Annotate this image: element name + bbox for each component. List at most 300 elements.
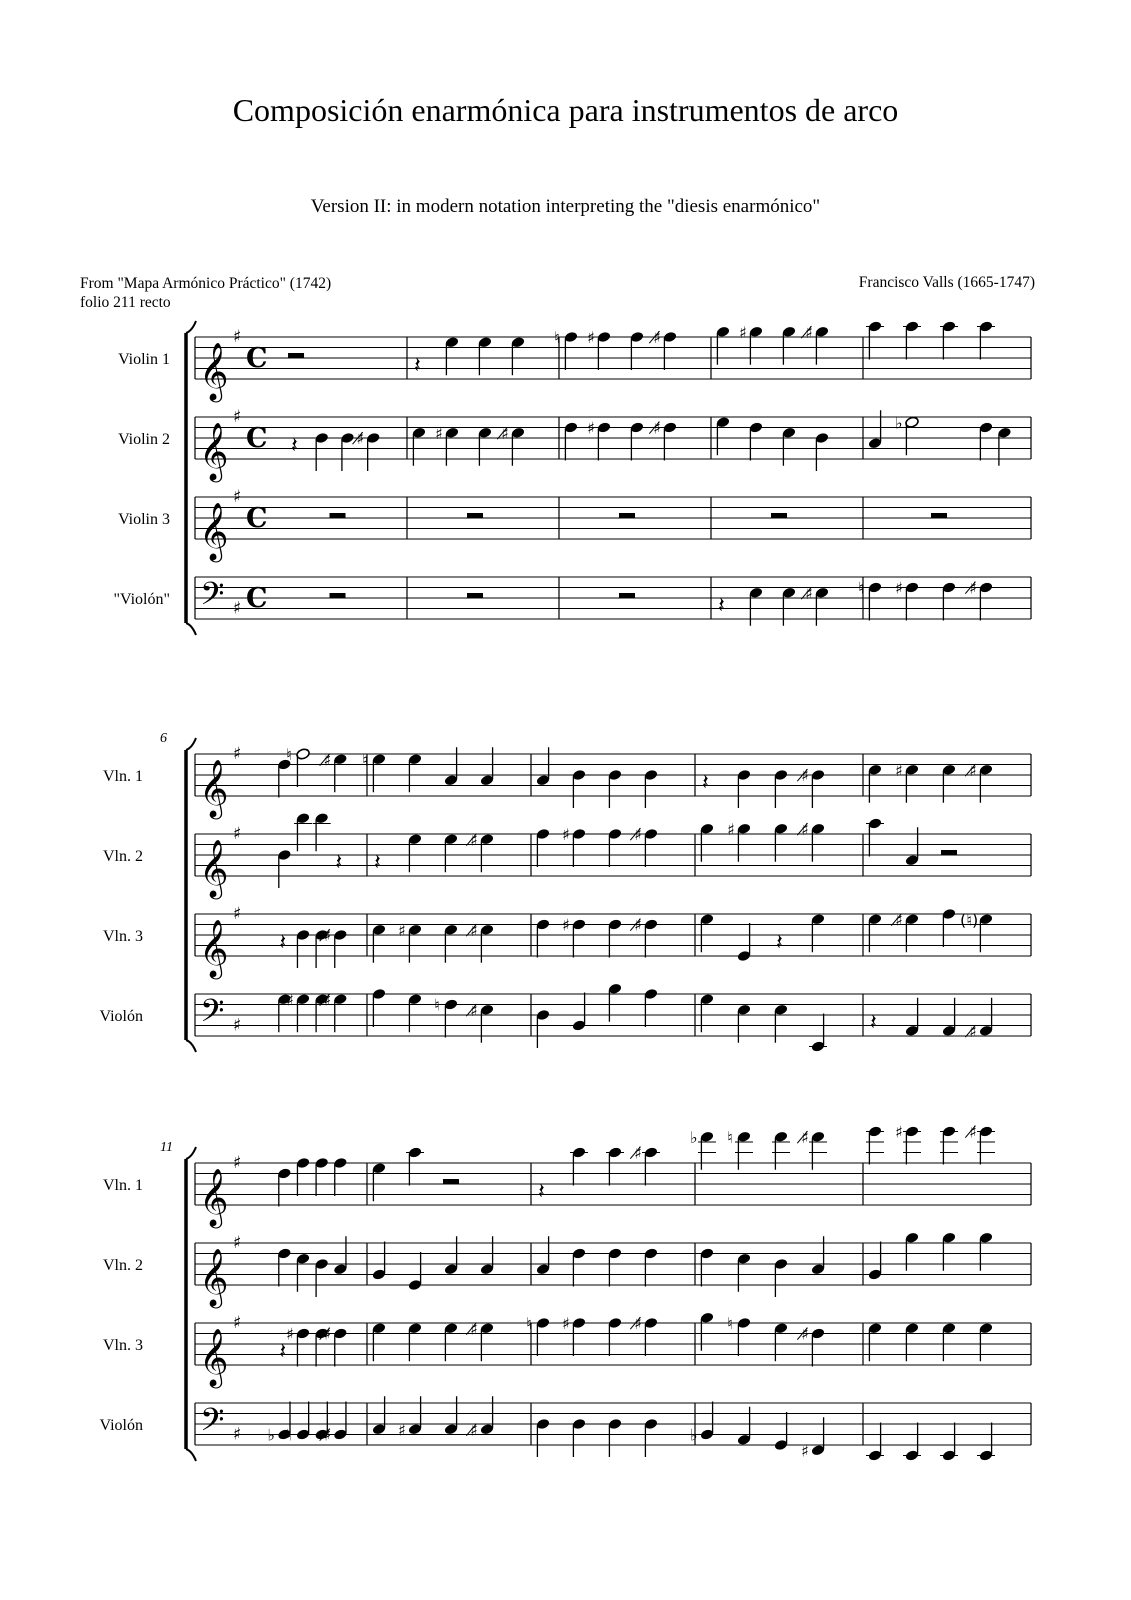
note (942, 908, 957, 947)
key-signature-sharp-icon: ♯ (233, 1313, 242, 1333)
accidental-icon: ♯̸ (323, 1324, 332, 1344)
note (809, 1014, 827, 1053)
note (979, 1231, 994, 1270)
treble-clef-icon: 𝄞 (199, 422, 229, 480)
note (536, 918, 551, 957)
note (408, 1322, 423, 1361)
note (319, 1402, 348, 1445)
quarter-rest: 𝄽 (414, 353, 421, 379)
common-time-icon: C (246, 503, 268, 534)
accidental-icon: ♯̸ (895, 910, 903, 930)
note (630, 1144, 660, 1186)
system-3 (100, 1123, 1031, 1462)
accidental-icon: ♯ (801, 1441, 809, 1461)
accidental-icon: ♯̸ (805, 583, 813, 603)
note (940, 1125, 958, 1164)
quarter-rest: 𝄽 (718, 593, 725, 619)
accidental-icon: ♯̸ (634, 1314, 642, 1333)
accidental-icon: ♭ (895, 413, 903, 433)
source-line-1: From "Mapa Armónico Práctico" (1742) (80, 275, 332, 292)
note (408, 1252, 423, 1291)
accidental-icon: ♯ (739, 322, 747, 342)
composer: Francisco Valls (1665-1747) (858, 274, 1035, 291)
note (649, 419, 678, 461)
note (700, 1247, 715, 1286)
note (408, 833, 423, 872)
note (572, 993, 587, 1032)
measure-number: 11 (160, 1140, 173, 1155)
instrument-label: Vln. 3 (103, 928, 143, 945)
note (630, 1314, 659, 1356)
common-time-icon: C (246, 583, 268, 614)
accidental-icon: ♯ (562, 1314, 570, 1333)
note (942, 581, 957, 620)
accidental-icon: ♯̸ (470, 1319, 478, 1339)
accidental-icon: ♮ (858, 578, 864, 598)
instrument-label: "Violón" (113, 591, 170, 608)
accidental-icon: ♯ (286, 990, 294, 1010)
note (536, 1009, 551, 1048)
note (277, 849, 292, 888)
accidental-icon: ♯̸ (969, 578, 977, 598)
accidental-icon: ♯ (435, 423, 443, 443)
quarter-rest: 𝄽 (291, 433, 298, 459)
note (444, 1322, 459, 1361)
note (749, 421, 764, 460)
whole-rest (619, 513, 635, 518)
accidental-icon: ♯̸ (323, 990, 332, 1010)
instrument-label: Vln. 2 (103, 848, 143, 865)
accidental-icon: ♯ (398, 920, 406, 940)
accidental-icon: ♯̸ (470, 1420, 478, 1440)
note (608, 1317, 623, 1356)
note (434, 996, 458, 1038)
note (340, 432, 355, 471)
quarter-rest: 𝄽 (279, 1339, 287, 1365)
note (606, 1146, 624, 1185)
bracket-hook-top (186, 738, 196, 750)
note (608, 1418, 623, 1457)
accidental-icon: ♯ (895, 760, 903, 780)
treble-clef-icon: 𝄞 (199, 1168, 229, 1226)
accidental-icon: ♯ (562, 825, 570, 844)
note (554, 328, 578, 370)
staff (103, 812, 1031, 900)
note (296, 929, 311, 968)
bass-clef-icon: 𝄢 (200, 1401, 225, 1446)
staff (103, 1123, 1031, 1230)
note (314, 1258, 329, 1297)
treble-clef-icon: 𝄞 (199, 1328, 229, 1386)
note (313, 812, 331, 851)
accidental-icon: ♯ (727, 819, 735, 839)
note (774, 1322, 789, 1361)
note (562, 825, 586, 867)
note (782, 586, 797, 625)
instrument-label: Violón (99, 1417, 143, 1434)
note (536, 828, 551, 867)
system-1 (113, 320, 1031, 635)
accidental-icon: ♮ (727, 1127, 733, 1147)
note (700, 822, 715, 861)
accidental-icon: ♯̸ (501, 423, 509, 443)
accidental-icon: ♭ (690, 1127, 698, 1147)
note (372, 1322, 387, 1361)
accidental-icon: ♯ (895, 1122, 903, 1142)
note (478, 336, 493, 375)
note (608, 918, 623, 957)
note (644, 1247, 659, 1286)
instrument-label: Violin 1 (118, 351, 170, 368)
treble-clef-icon: 𝄞 (199, 342, 229, 400)
whole-rest (330, 593, 346, 598)
note (815, 432, 830, 471)
accidental-icon: ♮ (434, 995, 440, 1015)
half-rest (443, 1179, 459, 1184)
note (997, 426, 1012, 465)
note (737, 1003, 752, 1042)
note (572, 769, 587, 808)
key-signature-sharp-icon: ♯ (233, 824, 242, 844)
note (644, 988, 659, 1027)
note (895, 579, 919, 621)
note (868, 1242, 883, 1281)
note (444, 1396, 459, 1435)
score-subtitle: Version II: in modern notation interpreting the "diesis enarmónico" (310, 196, 821, 217)
note (277, 1247, 292, 1286)
accidental-icon: ♯̸ (323, 926, 332, 945)
instrument-label: Vln. 2 (103, 1257, 143, 1274)
accidental-icon: ♯̸ (634, 1143, 642, 1163)
bracket-hook-top (186, 321, 196, 333)
note (562, 1314, 586, 1356)
note (444, 747, 459, 786)
accidental-icon: ♯̸ (356, 429, 365, 448)
note (700, 1311, 715, 1350)
bass-clef-icon: 𝄢 (200, 575, 225, 620)
note (866, 1125, 884, 1164)
instrument-label: Vln. 3 (103, 1337, 143, 1354)
bracket-hook-bottom (186, 1449, 196, 1461)
note (797, 1325, 826, 1367)
note (905, 998, 920, 1037)
note (296, 1252, 311, 1291)
note (587, 419, 611, 461)
whole-rest (330, 513, 346, 518)
whole-rest (931, 513, 947, 518)
staff (103, 1231, 1031, 1309)
note (587, 328, 611, 370)
note (979, 1322, 994, 1361)
note (940, 1423, 958, 1462)
note (277, 1167, 292, 1206)
accidental-icon: ♯̸ (801, 766, 809, 785)
instrument-label: Violón (99, 1008, 143, 1025)
note (630, 331, 645, 370)
note (940, 320, 958, 359)
note (772, 1130, 790, 1169)
staff (118, 407, 1031, 483)
note (372, 1242, 387, 1281)
note (903, 320, 921, 359)
treble-clef-icon: 𝄞 (199, 839, 229, 897)
instrument-label: Vln. 1 (103, 768, 143, 785)
key-signature-sharp-icon: ♯ (233, 407, 242, 427)
note (564, 421, 579, 460)
note (444, 1236, 459, 1275)
note (811, 913, 826, 952)
note (774, 1258, 789, 1297)
measure-number: 6 (160, 731, 167, 746)
instrument-label: Vln. 1 (103, 1177, 143, 1194)
quarter-rest: 𝄽 (870, 1010, 877, 1036)
note (372, 1396, 387, 1435)
note (716, 416, 731, 455)
instrument-label: Violin 2 (118, 431, 170, 448)
accidental-icon: ♭ (267, 1425, 275, 1445)
quarter-rest: 𝄽 (776, 930, 783, 956)
accidental-icon: ♯̸ (969, 1021, 977, 1041)
note (690, 1402, 714, 1445)
note (630, 825, 659, 867)
note (965, 1123, 995, 1165)
note (444, 923, 459, 962)
key-signature-sharp-icon: ♯ (233, 1153, 242, 1173)
note (333, 1157, 348, 1196)
note (445, 336, 460, 375)
quarter-rest: 𝄽 (279, 930, 287, 956)
accidental-icon: ♯̸ (969, 1122, 977, 1142)
key-signature-sharp-icon: ♯ (233, 744, 242, 764)
accidental-icon: ♮ (286, 1425, 292, 1445)
accidental-icon: ♮ (554, 328, 560, 347)
note (737, 1252, 752, 1291)
note (536, 747, 551, 786)
accidental-icon: ♭ (690, 1425, 698, 1445)
note (649, 328, 678, 370)
note (774, 1003, 789, 1042)
note (774, 1412, 789, 1451)
note (572, 1418, 587, 1457)
note (868, 913, 883, 952)
note (536, 1418, 551, 1457)
accidental-icon: ♯̸ (801, 1127, 809, 1147)
accidental-icon: ♯̸ (470, 920, 478, 940)
note (352, 429, 381, 471)
accidental-icon: ♯ (562, 915, 570, 935)
note (319, 1325, 348, 1367)
note (570, 1146, 588, 1185)
note (314, 1157, 329, 1196)
score-title: Composición enarmónica para instrumentos de arco (232, 92, 899, 128)
note (412, 426, 427, 465)
note (480, 747, 495, 786)
note (774, 822, 789, 861)
note (630, 421, 645, 460)
staff (118, 320, 1031, 403)
key-signature-sharp-icon: ♯ (233, 598, 242, 619)
staff (103, 1311, 1031, 1389)
note (737, 1407, 752, 1446)
quarter-rest: 𝄽 (702, 770, 709, 796)
accidental-icon: ♯̸ (470, 830, 478, 850)
staff (113, 576, 1031, 626)
half-rest (941, 850, 957, 855)
note (868, 410, 883, 449)
common-time-icon: C (246, 343, 268, 374)
note (608, 982, 623, 1021)
note (372, 1162, 387, 1201)
accidental-icon: ♯̸ (653, 418, 661, 438)
accidental-icon: ♯̸ (801, 819, 809, 839)
note (782, 426, 797, 465)
note (644, 769, 659, 808)
key-signature-sharp-icon: ♯ (233, 1233, 242, 1253)
accidental-icon: ♯̸ (969, 760, 977, 780)
accidental-icon: ♯ (895, 578, 903, 598)
accidental-icon: ♮ (362, 750, 368, 770)
accidental-icon: ♯̸ (634, 825, 642, 844)
note (511, 336, 526, 375)
key-signature-sharp-icon: ♯ (233, 1424, 242, 1445)
note (319, 926, 348, 968)
note (895, 1123, 921, 1165)
note (408, 993, 423, 1032)
note (737, 769, 752, 808)
staff (118, 487, 1031, 563)
note (372, 923, 387, 962)
note (942, 763, 957, 802)
treble-clef-icon: 𝄞 (199, 759, 229, 817)
treble-clef-icon: 𝄞 (199, 919, 229, 977)
whole-rest (467, 593, 483, 598)
key-signature-sharp-icon: ♯ (233, 327, 242, 347)
accidental-icon: (♮) (960, 910, 979, 930)
note (286, 1325, 310, 1367)
accidental-icon: ♯ (398, 1420, 406, 1440)
note (737, 923, 752, 962)
note (700, 913, 715, 952)
note (965, 579, 994, 621)
quarter-rest: 𝄽 (374, 850, 381, 876)
note (979, 421, 994, 460)
note (866, 1423, 884, 1462)
accidental-icon: ♯̸ (470, 1000, 478, 1020)
note (562, 916, 586, 958)
note (977, 1423, 995, 1462)
note (277, 758, 292, 797)
note (903, 1423, 921, 1462)
treble-clef-icon: 𝄞 (199, 502, 229, 560)
accidental-icon: ♮ (286, 745, 292, 764)
whole-rest (771, 513, 787, 518)
accidental-icon: ♯̸ (323, 1425, 332, 1445)
note (572, 1247, 587, 1286)
note (608, 769, 623, 808)
note (608, 1247, 623, 1286)
note (333, 1236, 348, 1275)
key-signature-sharp-icon: ♯ (233, 1015, 242, 1036)
accidental-icon: ♯̸ (805, 322, 813, 342)
note (608, 828, 623, 867)
note (286, 745, 310, 787)
note (727, 1314, 751, 1356)
accidental-icon: ♯̸ (801, 1324, 809, 1344)
key-signature-sharp-icon: ♯ (233, 904, 242, 924)
note (868, 763, 883, 802)
quarter-rest: 𝄽 (335, 850, 343, 876)
note (868, 1322, 883, 1361)
bracket-hook-bottom (186, 623, 196, 635)
accidental-icon: ♯ (587, 418, 595, 438)
accidental-icon: ♯ (587, 328, 595, 347)
note (406, 1146, 424, 1185)
note (444, 833, 459, 872)
note (942, 998, 957, 1037)
system-2 (100, 731, 1031, 1053)
note (296, 1157, 311, 1196)
accidental-icon: ♮ (727, 1314, 733, 1333)
note (866, 817, 884, 856)
note (905, 1322, 920, 1361)
note (977, 320, 995, 359)
quarter-rest: 𝄽 (538, 1179, 545, 1205)
note (716, 325, 731, 364)
note (526, 1314, 550, 1356)
note (942, 1322, 957, 1361)
staff (100, 1396, 1031, 1462)
source-line-2: folio 211 recto (80, 294, 171, 311)
note (314, 432, 329, 471)
note (905, 827, 920, 866)
bracket-hook-bottom (186, 1040, 196, 1052)
note (630, 916, 659, 958)
note (942, 1231, 957, 1270)
accidental-icon: ♯ (286, 1324, 294, 1344)
note (700, 993, 715, 1032)
staff (100, 982, 1031, 1052)
staff (103, 904, 1031, 980)
staff (103, 744, 1031, 820)
treble-clef-icon: 𝄞 (199, 1248, 229, 1306)
note (408, 753, 423, 792)
note (372, 988, 387, 1027)
note (536, 1236, 551, 1275)
note (782, 325, 797, 364)
bracket-hook-top (186, 1147, 196, 1159)
accidental-icon: ♯̸ (323, 750, 332, 770)
note (858, 579, 882, 621)
note (811, 1236, 826, 1275)
note (294, 812, 312, 851)
instrument-label: Violin 3 (118, 511, 170, 528)
note (644, 1418, 659, 1457)
bass-clef-icon: 𝄢 (200, 992, 225, 1037)
note (480, 1236, 495, 1275)
note (866, 320, 884, 359)
common-time-icon: C (246, 423, 268, 454)
whole-rest (467, 513, 483, 518)
half-rest (288, 353, 304, 358)
accidental-icon: ♮ (526, 1314, 532, 1333)
note (749, 586, 764, 625)
key-signature-sharp-icon: ♯ (233, 487, 242, 507)
accidental-icon: ♯̸ (653, 328, 661, 347)
whole-rest (619, 593, 635, 598)
note (774, 769, 789, 808)
note (478, 426, 493, 465)
accidental-icon: ♯̸ (634, 915, 642, 935)
